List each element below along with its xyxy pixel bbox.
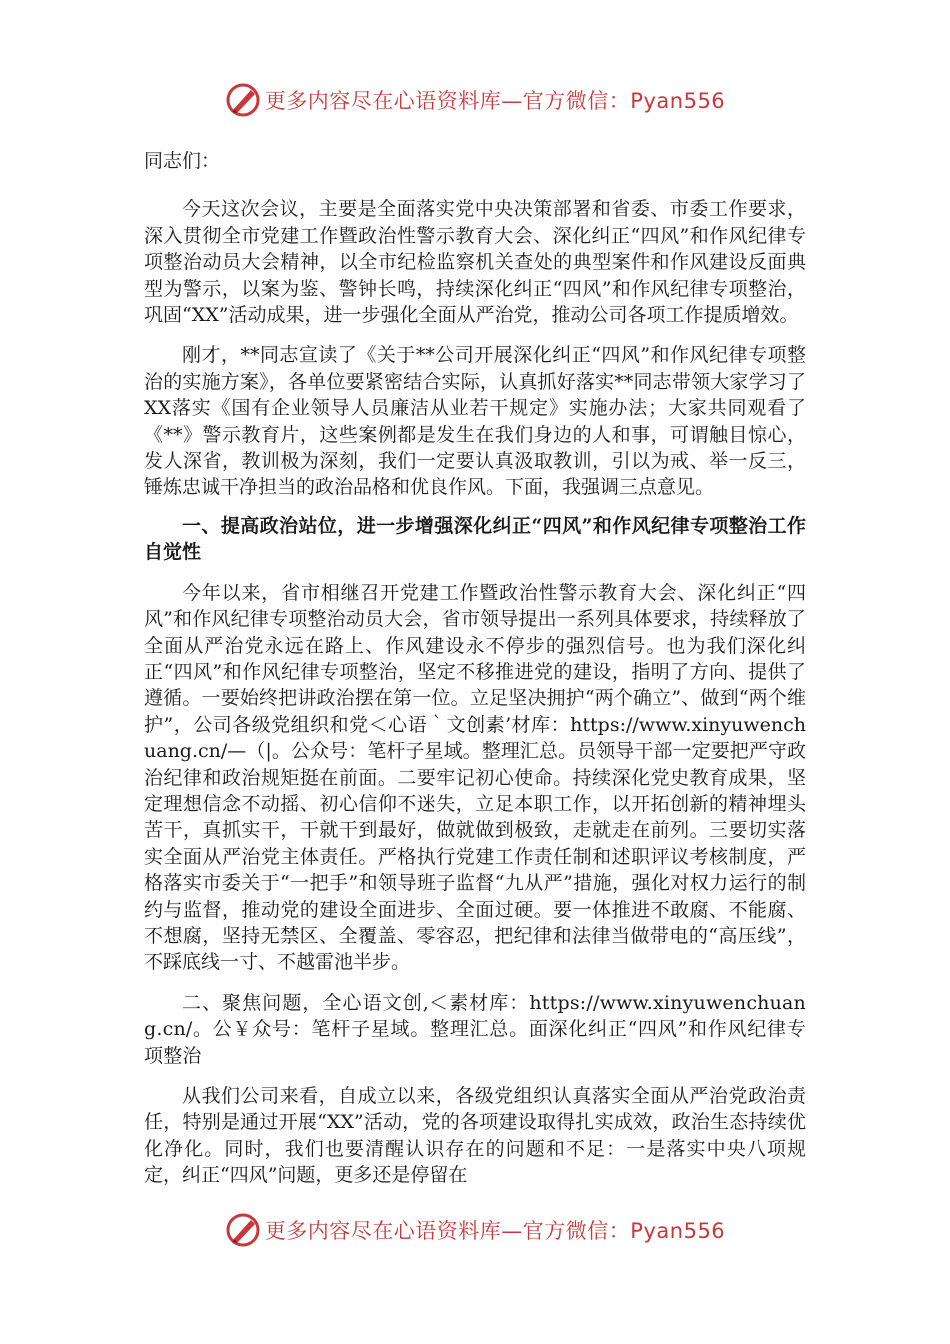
pen-seal-logo-icon <box>225 82 261 118</box>
greeting: 同志们： <box>144 150 221 172</box>
pen-seal-logo-icon <box>225 1212 261 1248</box>
section-heading-2: 二、聚焦问题，全心语文创,＜素材库：https://www.xinyuwenchuang.cn/。公￥众号：笔杆子星域。整理汇总。面深化纠正“四风”和作风纪律专项整治 <box>144 991 806 1067</box>
header-banner <box>0 78 950 122</box>
paragraph-2: 刚才，**同志宣读了《关于**公司开展深化纠正“四风”和作风纪律专项整治的实施方案》，各单位要紧密结合实际，认真抓好落实**同志带领大家学习了XX落实《国有企业领导人员廉洁从业若干规定》实施办法；大家共同观看了《**》警示教育片，这些案例都是发生在我们身边的人和事，可谓触目惊心，发人深省，教训极为深刻，我们一定要认真汲取教训，引以为戒、举一反三，锤炼忠诚干净担当的政治品格和优良作风。下面，我强调三点意见。 <box>144 344 806 499</box>
footer-banner <box>0 1208 950 1252</box>
paragraph-3: 今年以来，省市相继召开党建工作暨政治性警示教育大会、深化纠正“四风”和作风纪律专项整治动员大会，省市领导提出一系列具体要求，持续释放了全面从严治党永远在路上、作风建设永不停步的强烈信号。也为我们深化纠正“四风”和作风纪律专项整治，坚定不移推进党的建设，指明了方向、提供了遵循。一要始终把讲政治摆在第一位。立足坚决拥护“两个确立”、做到“两个维护”，公司各级党组织和党＜心语｀文创素’材库：https://www.xinyuwenchuang.cn/—（|。公众号：笔杆子星域。整理汇总。员领导干部一定要把严守政治纪律和政治规矩挺在前面。二要牢记初心使命。持续深化党史教育成果，坚定理想信念不动摇、初心信仰不迷失，立足本职工作，以开拓创新的精神埋头苦干，真抓实干，干就干到最好，做就做到极致，走就走在前列。三要切实落实全面从严治党主体责任。严格执行党建工作责任制和述职评议考核制度，严格落实市委关于“一把手”和领导班子监督“九从严”措施，强化对权力运行的制约与监督，推动党的建设全面进步、全面过硬。要一体推进不敢腐、不能腐、不想腐，坚持无禁区、全覆盖、零容忍，把纪律和法律当做带电的“高压线”，不踩底线一寸、不越雷池半步。 <box>144 581 806 974</box>
section-heading-1: 一、提高政治站位，进一步增强深化纠正“四风”和作风纪律专项整治工作自觉性 <box>144 514 806 564</box>
paragraph-4: 从我们公司来看，自成立以来，各级党组织认真落实全面从严治党政治责任，特别是通过开展“XX”活动，党的各项建设取得扎实成效，政治生态持续优化净化。同时，我们也要清醒认识存在的问题和不足：一是落实中央八项规定，纠正“四风”问题，更多还是停留在 <box>144 1085 806 1187</box>
paragraph-1: 今天这次会议，主要是全面落实党中央决策部署和省委、市委工作要求，深入贯彻全市党建工作暨政治性警示教育大会、深化纠正“四风”和作风纪律专项整治动员大会精神，以全市纪检监察机关查处的典型案件和作风建设反面典型为警示，以案为鉴、警钟长鸣，持续深化纠正“四风”和作风纪律专项整治，巩固“XX”活动成果，进一步强化全面从严治党，推动公司各项工作提质增效。 <box>144 198 806 327</box>
document-body <box>144 148 806 1189</box>
banner-text: 更多内容尽在心语资料库—官方微信：Pyan556 <box>264 89 726 113</box>
banner-text: 更多内容尽在心语资料库—官方微信：Pyan556 <box>264 1219 726 1243</box>
